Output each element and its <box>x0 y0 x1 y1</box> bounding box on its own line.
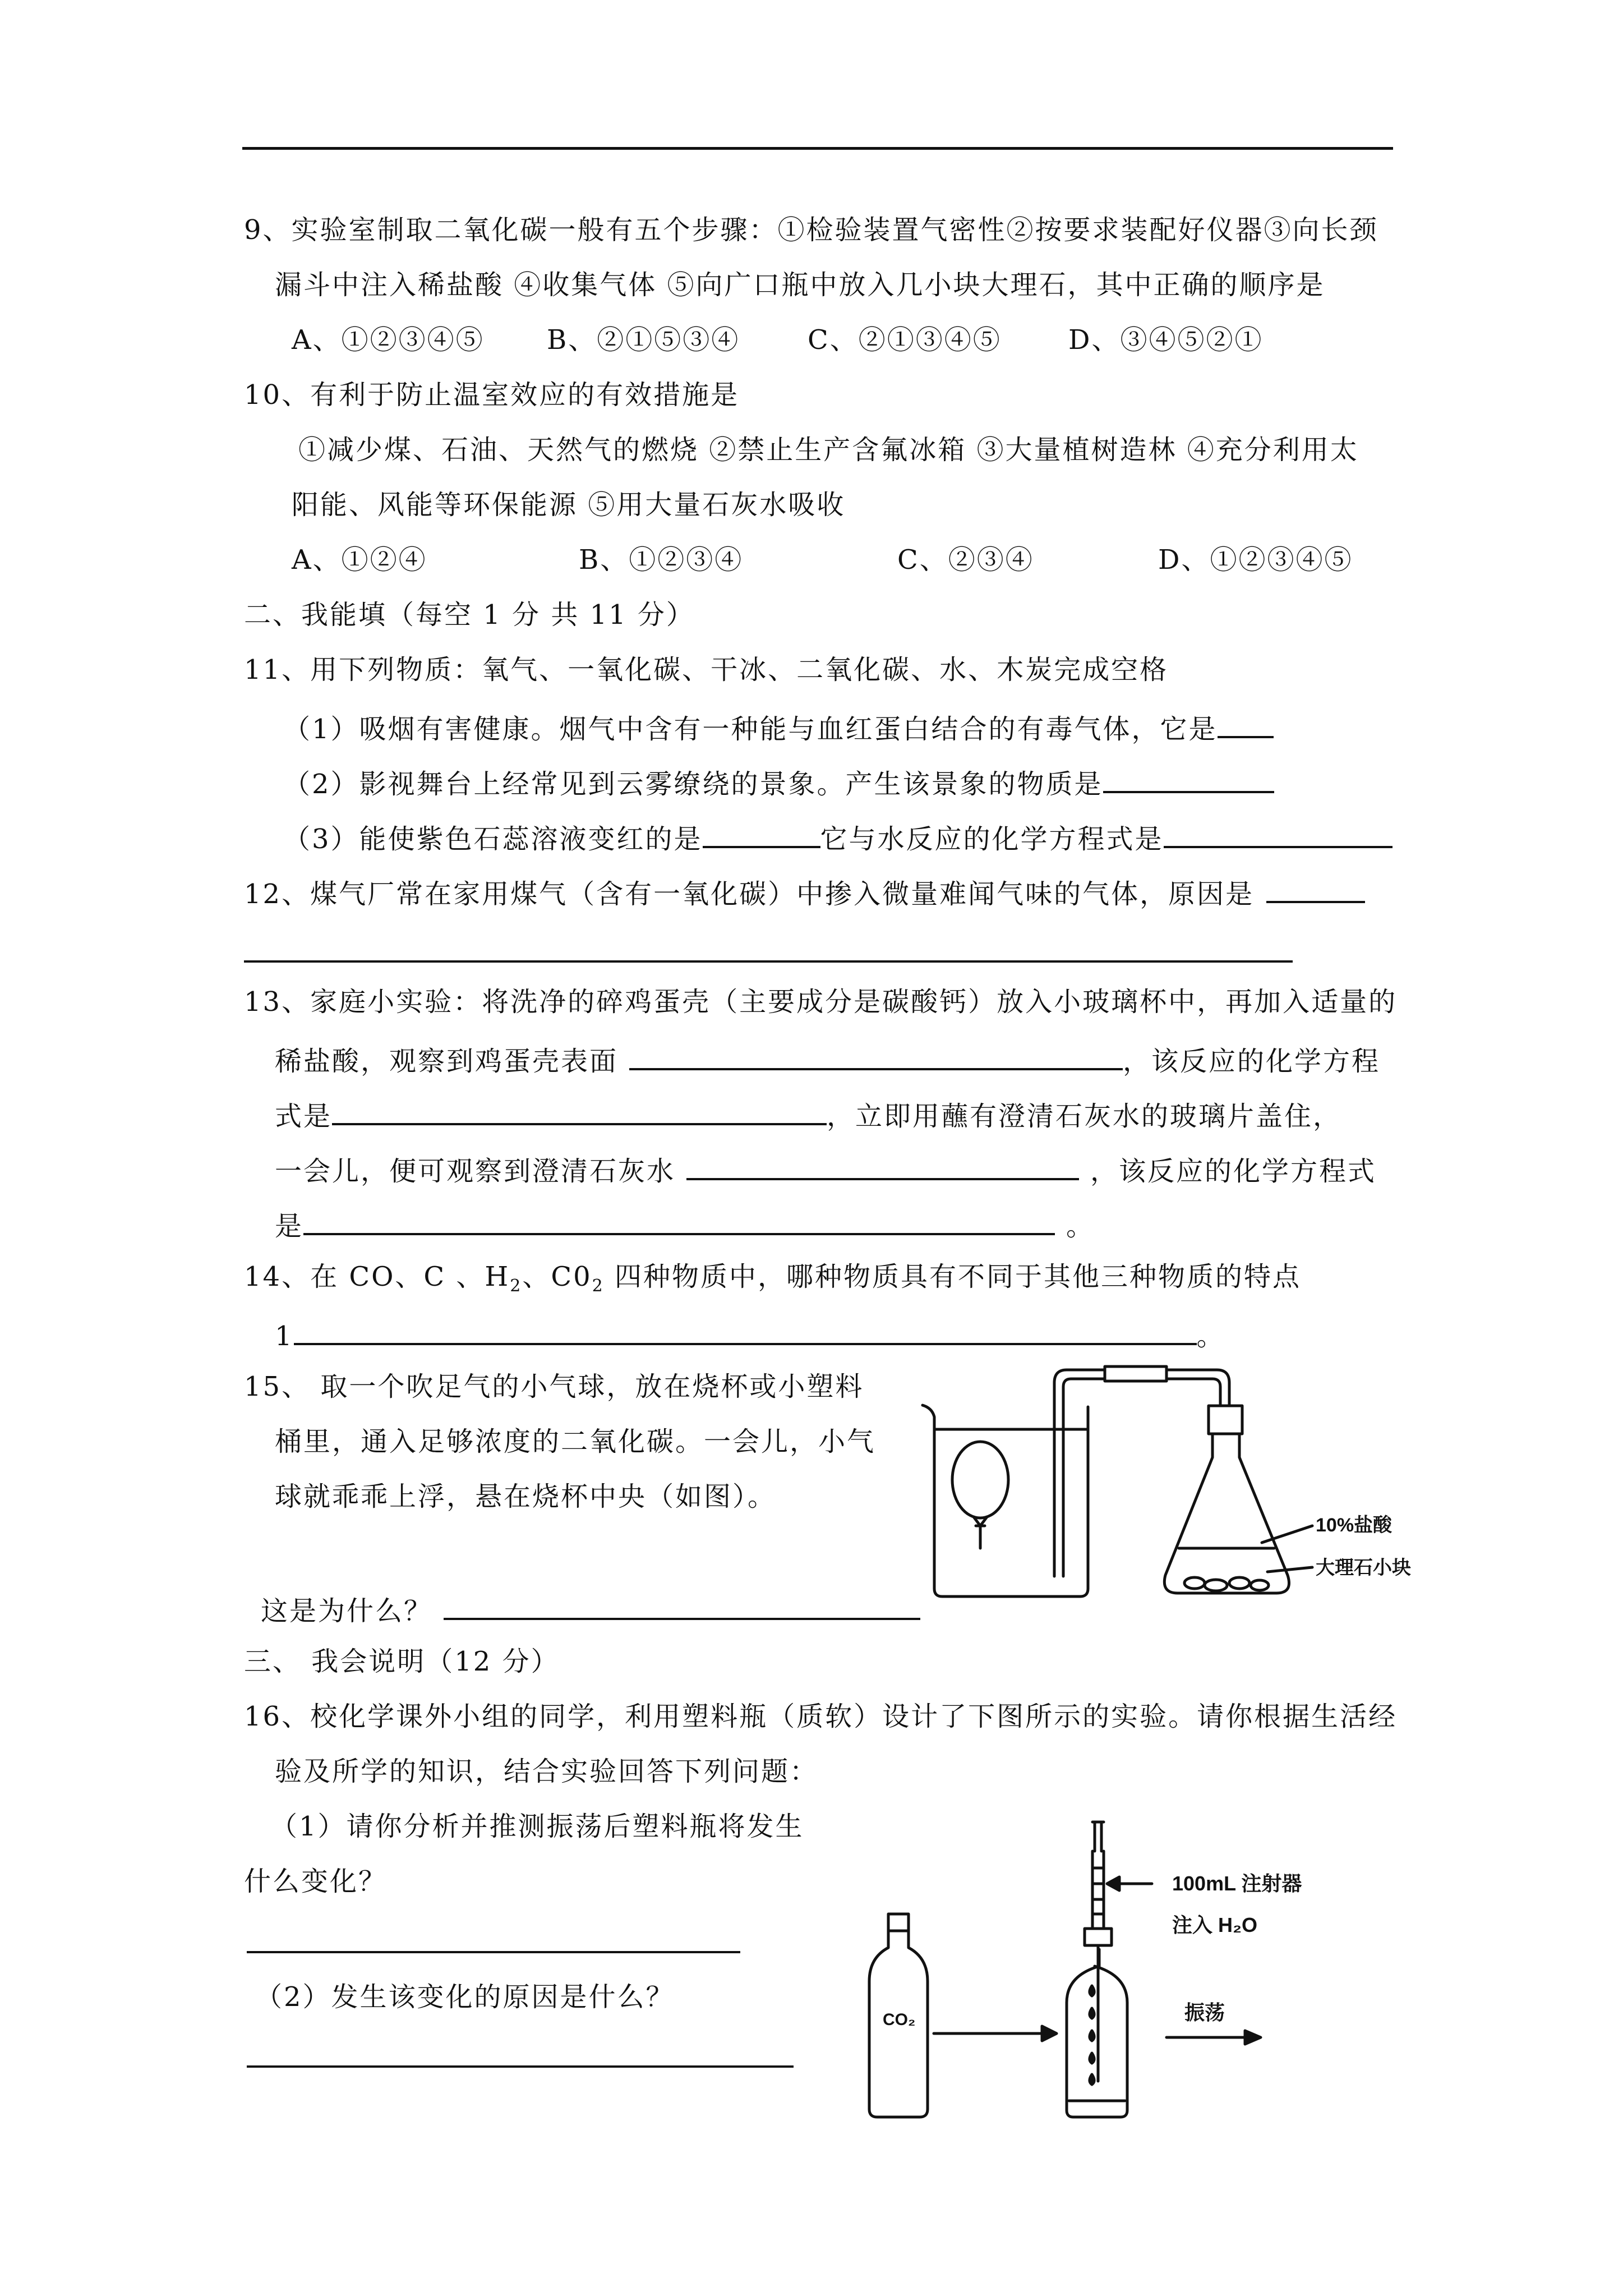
acid-label: 10%盐酸 <box>1316 1515 1393 1536</box>
q15-line1: 15、 取一个吹足气的小气球，放在烧杯或小塑料 <box>244 1371 864 1402</box>
balloon-experiment-diagram <box>920 1363 1413 1604</box>
q10-option-c: C、②③④ <box>897 544 1034 576</box>
q16-part1-line1: （1）请你分析并推测振荡后塑料瓶将发生 <box>270 1811 804 1842</box>
q13-line3-text-b: ，立即用蘸有澄清石灰水的玻璃片盖住， <box>827 1101 1342 1132</box>
q11-part2-blank[interactable] <box>1103 762 1274 793</box>
q11-part3-blank-b[interactable] <box>1164 817 1393 848</box>
co2-label: CO₂ <box>883 2010 916 2029</box>
q13-line5-text-b: 。 <box>1066 1211 1095 1242</box>
q14-line1 <box>244 1259 1301 1304</box>
balloon-experiment-figure <box>920 1363 1413 1604</box>
q11-part3 <box>283 817 1393 857</box>
tube-connector <box>1105 1366 1166 1381</box>
q11-part1-text: （1）吸烟有害健康。烟气中含有一种能与血红蛋白结合的有毒气体，它是 <box>283 714 1218 745</box>
shake-arrowhead <box>1245 2031 1261 2044</box>
q11-part1 <box>283 707 1274 747</box>
balloon <box>952 1442 1008 1518</box>
q11-stem: 11、用下列物质：氧气、一氧化碳、干冰、二氧化碳、水、木炭完成空格 <box>244 654 1169 685</box>
header-rule <box>242 147 1393 150</box>
q16-part2-answer-line[interactable] <box>247 2065 794 2068</box>
q11-part2 <box>283 762 1274 802</box>
q13-blank-equation1[interactable] <box>332 1094 827 1125</box>
q12-blank-a[interactable] <box>1266 872 1365 903</box>
q13-line4-text-a: 一会儿，便可观察到澄清石灰水 <box>275 1156 676 1187</box>
co2-bottle-experiment-figure <box>864 1818 1346 2132</box>
q14-line2-text-a: 1 <box>275 1320 294 1352</box>
q16-part1-answer-line[interactable] <box>247 1951 740 1953</box>
co2-bottle-diagram <box>864 1818 1346 2132</box>
q16-part2: （2）发生该变化的原因是什么？ <box>255 1981 675 2013</box>
q12-line1 <box>244 872 1365 912</box>
q11-part2-text: （2）影视舞台上经常见到云雾缭绕的景象。产生该景象的物质是 <box>283 769 1103 800</box>
section-2-title: 二、我能填（每空 1 分 共 11 分） <box>244 599 695 631</box>
q10-option-a: A、①②④ <box>292 544 427 576</box>
q13-line2-text-a: 稀盐酸，观察到鸡蛋壳表面 <box>275 1046 619 1077</box>
q11-part3-blank-a[interactable] <box>703 817 820 848</box>
bottle-cap-with-syringe <box>1085 1929 1112 1945</box>
q16-line2: 验及所学的知识，结合实验回答下列问题： <box>275 1756 819 1787</box>
q13-line4 <box>275 1149 1376 1189</box>
q15-blank[interactable] <box>444 1589 920 1620</box>
q15-line2: 桶里，通入足够浓度的二氧化碳。一会儿，小气 <box>275 1426 876 1457</box>
q14-text-a: 14、在 CO、C 、H <box>244 1261 510 1292</box>
q12-stem: 12、煤气厂常在家用煤气（含有一氧化碳）中掺入微量难闻气味的气体，原因是 <box>244 878 1255 910</box>
section-3-title: 三、 我会说明（12 分） <box>244 1646 560 1677</box>
q13-line2 <box>275 1039 1380 1079</box>
q16-line1: 16、校化学课外小组的同学，利用塑料瓶（质软）设计了下图所示的实验。请你根据生活经 <box>244 1701 1398 1732</box>
q13-blank-observation[interactable] <box>629 1039 1123 1070</box>
q13-line5 <box>275 1204 1095 1244</box>
syringe-label: 100mL 注射器 <box>1172 1872 1302 1895</box>
q10-option-b: B、①②③④ <box>579 544 744 576</box>
q15-line3: 球就乖乖上浮，悬在烧杯中央（如图）。 <box>275 1481 777 1512</box>
q12-answer-line[interactable] <box>244 960 1293 963</box>
q13-line5-text-a: 是 <box>275 1211 304 1242</box>
co2-bottle-cap <box>888 1914 909 1931</box>
q9-option-d: D、③④⑤②① <box>1068 324 1264 356</box>
rubber-stopper <box>1209 1406 1242 1434</box>
q14-text-c: 四种物质中，哪种物质具有不同于其他三种物质的特点 <box>604 1261 1301 1292</box>
q15-line4-text: 这是为什么？ <box>261 1595 433 1627</box>
water-label: 注入 H₂O <box>1172 1913 1257 1936</box>
marble-label: 大理石小块 <box>1316 1557 1411 1579</box>
q10-option-d: D、①②③④⑤ <box>1158 544 1353 576</box>
q14-co2-subscript: 2 <box>592 1276 605 1296</box>
q14-h2-subscript: 2 <box>510 1276 523 1296</box>
q9-line1: 9、实验室制取二氧化碳一般有五个步骤：①检验装置气密性②按要求装配好仪器③向长颈 <box>244 214 1378 246</box>
q13-line2-text-b: ，该反应的化学方程 <box>1123 1046 1381 1077</box>
syringe-plunger <box>1092 1822 1104 1851</box>
q14-line2 <box>275 1314 1225 1354</box>
q13-line4-text-b: ，该反应的化学方程式 <box>1090 1156 1377 1187</box>
q11-part3-text-b: 它与水反应的化学方程式是 <box>820 823 1164 855</box>
q14-text-b: 、C0 <box>522 1261 592 1292</box>
marble-leader-line <box>1267 1567 1312 1572</box>
q13-blank-limewater[interactable] <box>686 1149 1079 1180</box>
q15-line4 <box>261 1589 920 1629</box>
transfer-arrowhead <box>1042 2026 1057 2041</box>
q10-line1: 10、有利于防止温室效应的有效措施是 <box>244 379 740 411</box>
q11-part1-blank[interactable] <box>1218 707 1274 738</box>
q13-blank-equation2[interactable] <box>303 1204 1055 1235</box>
q14-line2-text-b: 。 <box>1196 1320 1225 1352</box>
q9-option-c: C、②①③④⑤ <box>808 324 1002 356</box>
shake-label: 振荡 <box>1184 2001 1225 2024</box>
q13-line3 <box>275 1094 1341 1134</box>
q10-line2: ①减少煤、石油、天然气的燃烧 ②禁止生产含氟冰箱 ③大量植树造林 ④充分利用太 <box>298 434 1359 466</box>
q13-line1: 13、家庭小实验：将洗净的碎鸡蛋壳（主要成分是碳酸钙）放入小玻璃杯中，再加入适量的 <box>244 986 1398 1018</box>
q9-line2: 漏斗中注入稀盐酸 ④收集气体 ⑤向广口瓶中放入几小块大理石，其中正确的顺序是 <box>275 269 1325 301</box>
q16-part1-line2: 什么变化？ <box>244 1866 388 1897</box>
erlenmeyer-flask <box>1164 1434 1289 1593</box>
q10-line3: 阳能、风能等环保能源 ⑤用大量石灰水吸收 <box>292 489 846 521</box>
q9-option-a: A、①②③④⑤ <box>292 324 485 356</box>
q14-blank[interactable] <box>294 1314 1197 1345</box>
syringe-barrel <box>1092 1851 1104 1929</box>
q9-option-b: B、②①⑤③④ <box>547 324 740 356</box>
q11-part3-text-a: （3）能使紫色石蕊溶液变红的是 <box>283 823 703 855</box>
q13-line3-text-a: 式是 <box>275 1101 333 1132</box>
